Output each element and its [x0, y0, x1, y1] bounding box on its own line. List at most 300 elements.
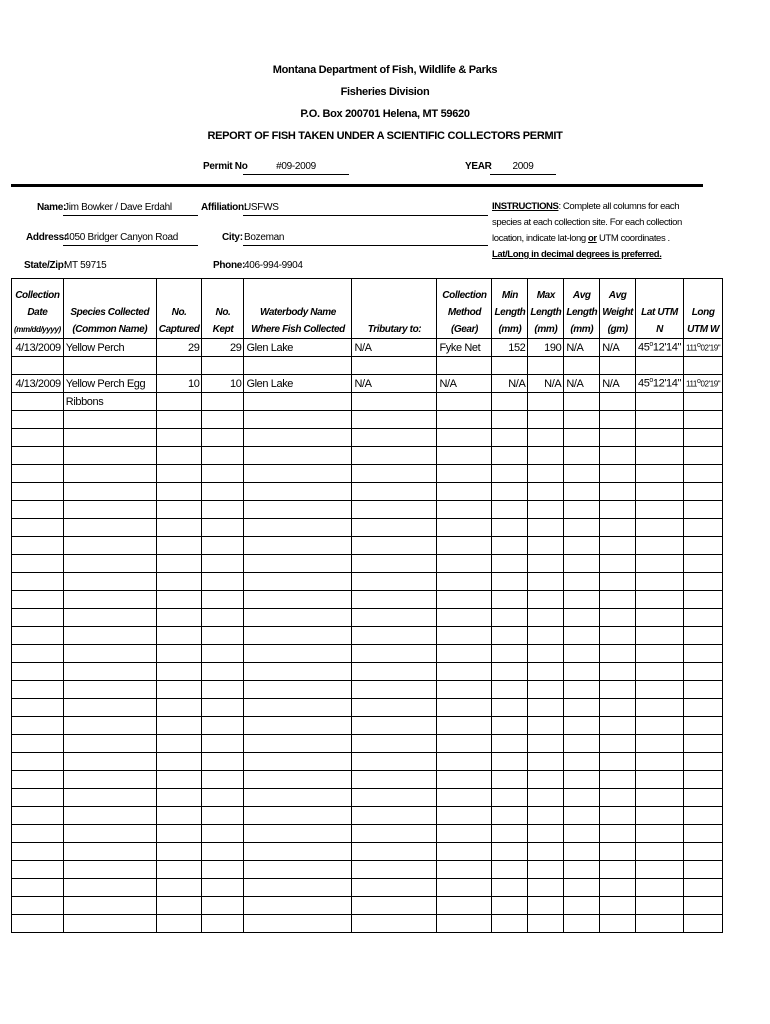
- cell-method[interactable]: [437, 771, 492, 789]
- cell-date[interactable]: [12, 537, 64, 555]
- cell-lat[interactable]: [635, 735, 683, 753]
- cell-kept[interactable]: [202, 915, 244, 933]
- cell-captured[interactable]: [156, 393, 202, 411]
- cell-waterbody[interactable]: Glen Lake: [244, 375, 352, 393]
- cell-captured[interactable]: [156, 789, 202, 807]
- cell-date[interactable]: [12, 789, 64, 807]
- cell-lat[interactable]: [635, 663, 683, 681]
- cell-min-len[interactable]: [492, 807, 528, 825]
- cell-max-len[interactable]: [528, 465, 564, 483]
- cell-species[interactable]: [63, 879, 156, 897]
- cell-min-len[interactable]: [492, 789, 528, 807]
- cell-avg-len[interactable]: [564, 807, 600, 825]
- cell-max-len[interactable]: [528, 825, 564, 843]
- cell-max-len[interactable]: [528, 411, 564, 429]
- cell-waterbody[interactable]: [244, 501, 352, 519]
- cell-date[interactable]: [12, 843, 64, 861]
- cell-species[interactable]: [63, 717, 156, 735]
- cell-method[interactable]: [437, 735, 492, 753]
- cell-avg-wt[interactable]: [600, 807, 636, 825]
- cell-max-len[interactable]: [528, 681, 564, 699]
- cell-min-len[interactable]: [492, 897, 528, 915]
- cell-lat[interactable]: [635, 897, 683, 915]
- cell-method[interactable]: N/A: [437, 375, 492, 393]
- cell-date[interactable]: 4/13/2009: [12, 375, 64, 393]
- cell-long[interactable]: [684, 519, 723, 537]
- cell-min-len[interactable]: [492, 429, 528, 447]
- cell-long[interactable]: [684, 825, 723, 843]
- cell-kept[interactable]: [202, 645, 244, 663]
- affiliation-value[interactable]: USFWS: [244, 202, 279, 213]
- cell-species[interactable]: [63, 465, 156, 483]
- cell-captured[interactable]: [156, 897, 202, 915]
- cell-min-len[interactable]: [492, 483, 528, 501]
- cell-avg-wt[interactable]: [600, 825, 636, 843]
- cell-min-len[interactable]: [492, 699, 528, 717]
- cell-avg-len[interactable]: [564, 879, 600, 897]
- cell-avg-wt[interactable]: [600, 519, 636, 537]
- cell-long[interactable]: [684, 717, 723, 735]
- cell-waterbody[interactable]: [244, 807, 352, 825]
- cell-tributary[interactable]: [352, 645, 437, 663]
- cell-captured[interactable]: 29: [156, 339, 202, 357]
- cell-method[interactable]: [437, 519, 492, 537]
- cell-waterbody[interactable]: [244, 411, 352, 429]
- cell-captured[interactable]: [156, 555, 202, 573]
- cell-lat[interactable]: [635, 501, 683, 519]
- cell-kept[interactable]: [202, 627, 244, 645]
- cell-tributary[interactable]: [352, 915, 437, 933]
- cell-waterbody[interactable]: [244, 663, 352, 681]
- cell-date[interactable]: [12, 357, 64, 375]
- cell-waterbody[interactable]: [244, 645, 352, 663]
- cell-tributary[interactable]: [352, 357, 437, 375]
- cell-min-len[interactable]: [492, 843, 528, 861]
- cell-captured[interactable]: [156, 645, 202, 663]
- cell-avg-len[interactable]: [564, 609, 600, 627]
- cell-species[interactable]: [63, 735, 156, 753]
- cell-min-len[interactable]: [492, 357, 528, 375]
- cell-method[interactable]: [437, 465, 492, 483]
- cell-avg-wt[interactable]: [600, 645, 636, 663]
- cell-min-len[interactable]: [492, 393, 528, 411]
- cell-avg-wt[interactable]: [600, 465, 636, 483]
- cell-long[interactable]: [684, 357, 723, 375]
- cell-avg-len[interactable]: [564, 555, 600, 573]
- cell-kept[interactable]: [202, 447, 244, 465]
- cell-captured[interactable]: 10: [156, 375, 202, 393]
- cell-lat[interactable]: [635, 537, 683, 555]
- cell-avg-wt[interactable]: [600, 483, 636, 501]
- cell-species[interactable]: [63, 627, 156, 645]
- permit-value[interactable]: #09-2009: [276, 161, 316, 172]
- cell-avg-wt[interactable]: [600, 501, 636, 519]
- cell-avg-len[interactable]: [564, 915, 600, 933]
- cell-min-len[interactable]: [492, 501, 528, 519]
- cell-tributary[interactable]: [352, 537, 437, 555]
- cell-species[interactable]: [63, 699, 156, 717]
- cell-method[interactable]: [437, 591, 492, 609]
- cell-method[interactable]: [437, 843, 492, 861]
- cell-waterbody[interactable]: [244, 573, 352, 591]
- cell-max-len[interactable]: [528, 897, 564, 915]
- cell-avg-wt[interactable]: [600, 357, 636, 375]
- cell-method[interactable]: [437, 537, 492, 555]
- cell-tributary[interactable]: N/A: [352, 375, 437, 393]
- cell-max-len[interactable]: [528, 555, 564, 573]
- cell-species[interactable]: [63, 555, 156, 573]
- cell-avg-len[interactable]: [564, 789, 600, 807]
- cell-long[interactable]: [684, 897, 723, 915]
- cell-min-len[interactable]: [492, 519, 528, 537]
- cell-avg-len[interactable]: [564, 411, 600, 429]
- cell-avg-len[interactable]: [564, 897, 600, 915]
- cell-tributary[interactable]: [352, 429, 437, 447]
- cell-date[interactable]: [12, 807, 64, 825]
- cell-avg-wt[interactable]: [600, 735, 636, 753]
- cell-date[interactable]: [12, 393, 64, 411]
- cell-tributary[interactable]: [352, 861, 437, 879]
- cell-lat[interactable]: [635, 357, 683, 375]
- cell-max-len[interactable]: N/A: [528, 375, 564, 393]
- cell-tributary[interactable]: [352, 753, 437, 771]
- cell-min-len[interactable]: [492, 645, 528, 663]
- cell-max-len[interactable]: [528, 393, 564, 411]
- cell-captured[interactable]: [156, 771, 202, 789]
- cell-tributary[interactable]: [352, 573, 437, 591]
- cell-avg-wt[interactable]: [600, 717, 636, 735]
- cell-date[interactable]: [12, 501, 64, 519]
- cell-kept[interactable]: [202, 753, 244, 771]
- cell-tributary[interactable]: [352, 501, 437, 519]
- cell-avg-wt[interactable]: [600, 861, 636, 879]
- cell-date[interactable]: [12, 753, 64, 771]
- cell-avg-len[interactable]: [564, 591, 600, 609]
- cell-avg-len[interactable]: [564, 447, 600, 465]
- cell-waterbody[interactable]: [244, 897, 352, 915]
- cell-waterbody[interactable]: [244, 537, 352, 555]
- cell-min-len[interactable]: [492, 717, 528, 735]
- cell-captured[interactable]: [156, 465, 202, 483]
- cell-avg-len[interactable]: [564, 537, 600, 555]
- cell-avg-wt[interactable]: [600, 915, 636, 933]
- cell-captured[interactable]: [156, 501, 202, 519]
- cell-date[interactable]: [12, 915, 64, 933]
- cell-method[interactable]: [437, 627, 492, 645]
- cell-max-len[interactable]: [528, 591, 564, 609]
- cell-lat[interactable]: [635, 807, 683, 825]
- phone-value[interactable]: 406-994-9904: [244, 260, 303, 271]
- cell-method[interactable]: [437, 429, 492, 447]
- cell-tributary[interactable]: [352, 825, 437, 843]
- cell-avg-wt[interactable]: [600, 411, 636, 429]
- cell-date[interactable]: [12, 663, 64, 681]
- cell-avg-len[interactable]: [564, 771, 600, 789]
- cell-date[interactable]: [12, 411, 64, 429]
- cell-method[interactable]: [437, 915, 492, 933]
- cell-avg-len[interactable]: [564, 645, 600, 663]
- cell-method[interactable]: [437, 717, 492, 735]
- cell-avg-wt[interactable]: [600, 429, 636, 447]
- cell-avg-wt[interactable]: [600, 681, 636, 699]
- cell-kept[interactable]: 10: [202, 375, 244, 393]
- cell-method[interactable]: [437, 393, 492, 411]
- cell-lat[interactable]: [635, 447, 683, 465]
- cell-max-len[interactable]: [528, 573, 564, 591]
- cell-lat[interactable]: [635, 753, 683, 771]
- cell-min-len[interactable]: [492, 465, 528, 483]
- cell-kept[interactable]: [202, 843, 244, 861]
- cell-avg-len[interactable]: [564, 825, 600, 843]
- cell-avg-wt[interactable]: [600, 753, 636, 771]
- cell-lat[interactable]: [635, 483, 683, 501]
- cell-kept[interactable]: [202, 483, 244, 501]
- cell-kept[interactable]: [202, 573, 244, 591]
- cell-kept[interactable]: [202, 609, 244, 627]
- cell-avg-wt[interactable]: [600, 663, 636, 681]
- cell-method[interactable]: [437, 573, 492, 591]
- cell-long[interactable]: [684, 465, 723, 483]
- cell-long[interactable]: [684, 555, 723, 573]
- cell-max-len[interactable]: [528, 807, 564, 825]
- cell-kept[interactable]: [202, 591, 244, 609]
- cell-tributary[interactable]: N/A: [352, 339, 437, 357]
- cell-species[interactable]: [63, 771, 156, 789]
- cell-lat[interactable]: [635, 411, 683, 429]
- cell-min-len[interactable]: [492, 861, 528, 879]
- cell-long[interactable]: [684, 843, 723, 861]
- cell-kept[interactable]: [202, 555, 244, 573]
- cell-waterbody[interactable]: [244, 465, 352, 483]
- cell-captured[interactable]: [156, 537, 202, 555]
- cell-date[interactable]: [12, 447, 64, 465]
- cell-lat[interactable]: [635, 519, 683, 537]
- cell-lat[interactable]: [635, 915, 683, 933]
- cell-lat[interactable]: [635, 591, 683, 609]
- cell-date[interactable]: [12, 429, 64, 447]
- cell-avg-wt[interactable]: [600, 591, 636, 609]
- cell-tributary[interactable]: [352, 789, 437, 807]
- cell-captured[interactable]: [156, 609, 202, 627]
- cell-avg-wt[interactable]: [600, 897, 636, 915]
- cell-max-len[interactable]: [528, 537, 564, 555]
- cell-date[interactable]: [12, 699, 64, 717]
- cell-lat[interactable]: [635, 375, 683, 393]
- cell-waterbody[interactable]: [244, 447, 352, 465]
- cell-avg-len[interactable]: [564, 861, 600, 879]
- cell-date[interactable]: [12, 519, 64, 537]
- cell-species[interactable]: [63, 663, 156, 681]
- cell-captured[interactable]: [156, 411, 202, 429]
- cell-lat[interactable]: [635, 789, 683, 807]
- cell-max-len[interactable]: [528, 501, 564, 519]
- cell-lat[interactable]: [635, 825, 683, 843]
- cell-captured[interactable]: [156, 591, 202, 609]
- cell-species[interactable]: [63, 573, 156, 591]
- cell-lat[interactable]: [635, 843, 683, 861]
- cell-max-len[interactable]: [528, 609, 564, 627]
- cell-max-len[interactable]: [528, 915, 564, 933]
- cell-lat[interactable]: [635, 771, 683, 789]
- cell-kept[interactable]: [202, 519, 244, 537]
- cell-max-len[interactable]: [528, 429, 564, 447]
- cell-waterbody[interactable]: [244, 555, 352, 573]
- cell-method[interactable]: [437, 861, 492, 879]
- cell-kept[interactable]: [202, 861, 244, 879]
- cell-avg-len[interactable]: [564, 699, 600, 717]
- cell-avg-len[interactable]: [564, 519, 600, 537]
- cell-avg-len[interactable]: [564, 573, 600, 591]
- cell-species[interactable]: [63, 429, 156, 447]
- cell-species[interactable]: [63, 411, 156, 429]
- cell-method[interactable]: [437, 609, 492, 627]
- cell-avg-len[interactable]: [564, 429, 600, 447]
- cell-species[interactable]: [63, 861, 156, 879]
- cell-long[interactable]: [684, 339, 723, 357]
- cell-species[interactable]: [63, 537, 156, 555]
- cell-captured[interactable]: [156, 843, 202, 861]
- cell-avg-len[interactable]: [564, 357, 600, 375]
- statezip-value[interactable]: MT 59715: [64, 260, 107, 271]
- cell-lat[interactable]: [635, 861, 683, 879]
- cell-avg-len[interactable]: [564, 663, 600, 681]
- cell-waterbody[interactable]: Glen Lake: [244, 339, 352, 357]
- cell-kept[interactable]: [202, 429, 244, 447]
- cell-tributary[interactable]: [352, 591, 437, 609]
- cell-method[interactable]: [437, 879, 492, 897]
- cell-max-len[interactable]: [528, 519, 564, 537]
- cell-avg-wt[interactable]: [600, 771, 636, 789]
- cell-species[interactable]: Yellow Perch Egg: [63, 375, 156, 393]
- cell-waterbody[interactable]: [244, 393, 352, 411]
- cell-long[interactable]: [684, 771, 723, 789]
- cell-species[interactable]: [63, 843, 156, 861]
- cell-waterbody[interactable]: [244, 609, 352, 627]
- cell-long[interactable]: [684, 393, 723, 411]
- cell-min-len[interactable]: [492, 681, 528, 699]
- cell-species[interactable]: [63, 591, 156, 609]
- cell-tributary[interactable]: [352, 447, 437, 465]
- cell-waterbody[interactable]: [244, 681, 352, 699]
- cell-min-len[interactable]: 152: [492, 339, 528, 357]
- cell-min-len[interactable]: [492, 627, 528, 645]
- cell-long[interactable]: [684, 483, 723, 501]
- cell-method[interactable]: [437, 789, 492, 807]
- cell-long[interactable]: [684, 789, 723, 807]
- cell-kept[interactable]: [202, 717, 244, 735]
- cell-long[interactable]: [684, 645, 723, 663]
- cell-lat[interactable]: [635, 429, 683, 447]
- cell-long[interactable]: [684, 699, 723, 717]
- cell-kept[interactable]: [202, 393, 244, 411]
- cell-species[interactable]: [63, 501, 156, 519]
- cell-captured[interactable]: [156, 753, 202, 771]
- cell-captured[interactable]: [156, 717, 202, 735]
- cell-kept[interactable]: [202, 807, 244, 825]
- cell-date[interactable]: [12, 465, 64, 483]
- cell-waterbody[interactable]: [244, 717, 352, 735]
- cell-min-len[interactable]: [492, 537, 528, 555]
- cell-kept[interactable]: [202, 825, 244, 843]
- cell-avg-wt[interactable]: N/A: [600, 375, 636, 393]
- cell-min-len[interactable]: [492, 573, 528, 591]
- cell-min-len[interactable]: [492, 447, 528, 465]
- cell-tributary[interactable]: [352, 771, 437, 789]
- cell-method[interactable]: [437, 825, 492, 843]
- cell-avg-wt[interactable]: [600, 555, 636, 573]
- cell-captured[interactable]: [156, 735, 202, 753]
- cell-lat[interactable]: [635, 339, 683, 357]
- cell-avg-wt[interactable]: [600, 627, 636, 645]
- cell-waterbody[interactable]: [244, 771, 352, 789]
- cell-waterbody[interactable]: [244, 627, 352, 645]
- cell-long[interactable]: [684, 375, 723, 393]
- cell-avg-len[interactable]: [564, 501, 600, 519]
- cell-lat[interactable]: [635, 645, 683, 663]
- cell-waterbody[interactable]: [244, 753, 352, 771]
- cell-avg-wt[interactable]: N/A: [600, 339, 636, 357]
- cell-min-len[interactable]: [492, 915, 528, 933]
- cell-avg-len[interactable]: [564, 717, 600, 735]
- cell-method[interactable]: [437, 807, 492, 825]
- cell-max-len[interactable]: [528, 789, 564, 807]
- cell-max-len[interactable]: [528, 771, 564, 789]
- cell-method[interactable]: [437, 645, 492, 663]
- cell-min-len[interactable]: [492, 663, 528, 681]
- cell-max-len[interactable]: 190: [528, 339, 564, 357]
- cell-method[interactable]: [437, 663, 492, 681]
- cell-captured[interactable]: [156, 429, 202, 447]
- cell-waterbody[interactable]: [244, 591, 352, 609]
- cell-avg-wt[interactable]: [600, 609, 636, 627]
- cell-long[interactable]: [684, 501, 723, 519]
- cell-method[interactable]: [437, 897, 492, 915]
- cell-species[interactable]: [63, 645, 156, 663]
- cell-min-len[interactable]: [492, 735, 528, 753]
- cell-date[interactable]: [12, 879, 64, 897]
- cell-captured[interactable]: [156, 627, 202, 645]
- cell-max-len[interactable]: [528, 699, 564, 717]
- cell-kept[interactable]: 29: [202, 339, 244, 357]
- cell-max-len[interactable]: [528, 357, 564, 375]
- cell-captured[interactable]: [156, 681, 202, 699]
- cell-species[interactable]: Yellow Perch: [63, 339, 156, 357]
- cell-tributary[interactable]: [352, 717, 437, 735]
- cell-kept[interactable]: [202, 897, 244, 915]
- cell-method[interactable]: [437, 699, 492, 717]
- cell-max-len[interactable]: [528, 735, 564, 753]
- cell-lat[interactable]: [635, 465, 683, 483]
- cell-lat[interactable]: [635, 393, 683, 411]
- cell-waterbody[interactable]: [244, 879, 352, 897]
- cell-long[interactable]: [684, 915, 723, 933]
- cell-lat[interactable]: [635, 879, 683, 897]
- cell-captured[interactable]: [156, 861, 202, 879]
- cell-species[interactable]: [63, 357, 156, 375]
- cell-avg-wt[interactable]: [600, 537, 636, 555]
- cell-waterbody[interactable]: [244, 843, 352, 861]
- cell-method[interactable]: [437, 411, 492, 429]
- cell-date[interactable]: [12, 717, 64, 735]
- cell-date[interactable]: [12, 681, 64, 699]
- cell-avg-len[interactable]: [564, 627, 600, 645]
- address-value[interactable]: 4050 Bridger Canyon Road: [64, 232, 178, 243]
- cell-date[interactable]: [12, 555, 64, 573]
- cell-tributary[interactable]: [352, 843, 437, 861]
- cell-max-len[interactable]: [528, 717, 564, 735]
- cell-waterbody[interactable]: [244, 789, 352, 807]
- cell-waterbody[interactable]: [244, 915, 352, 933]
